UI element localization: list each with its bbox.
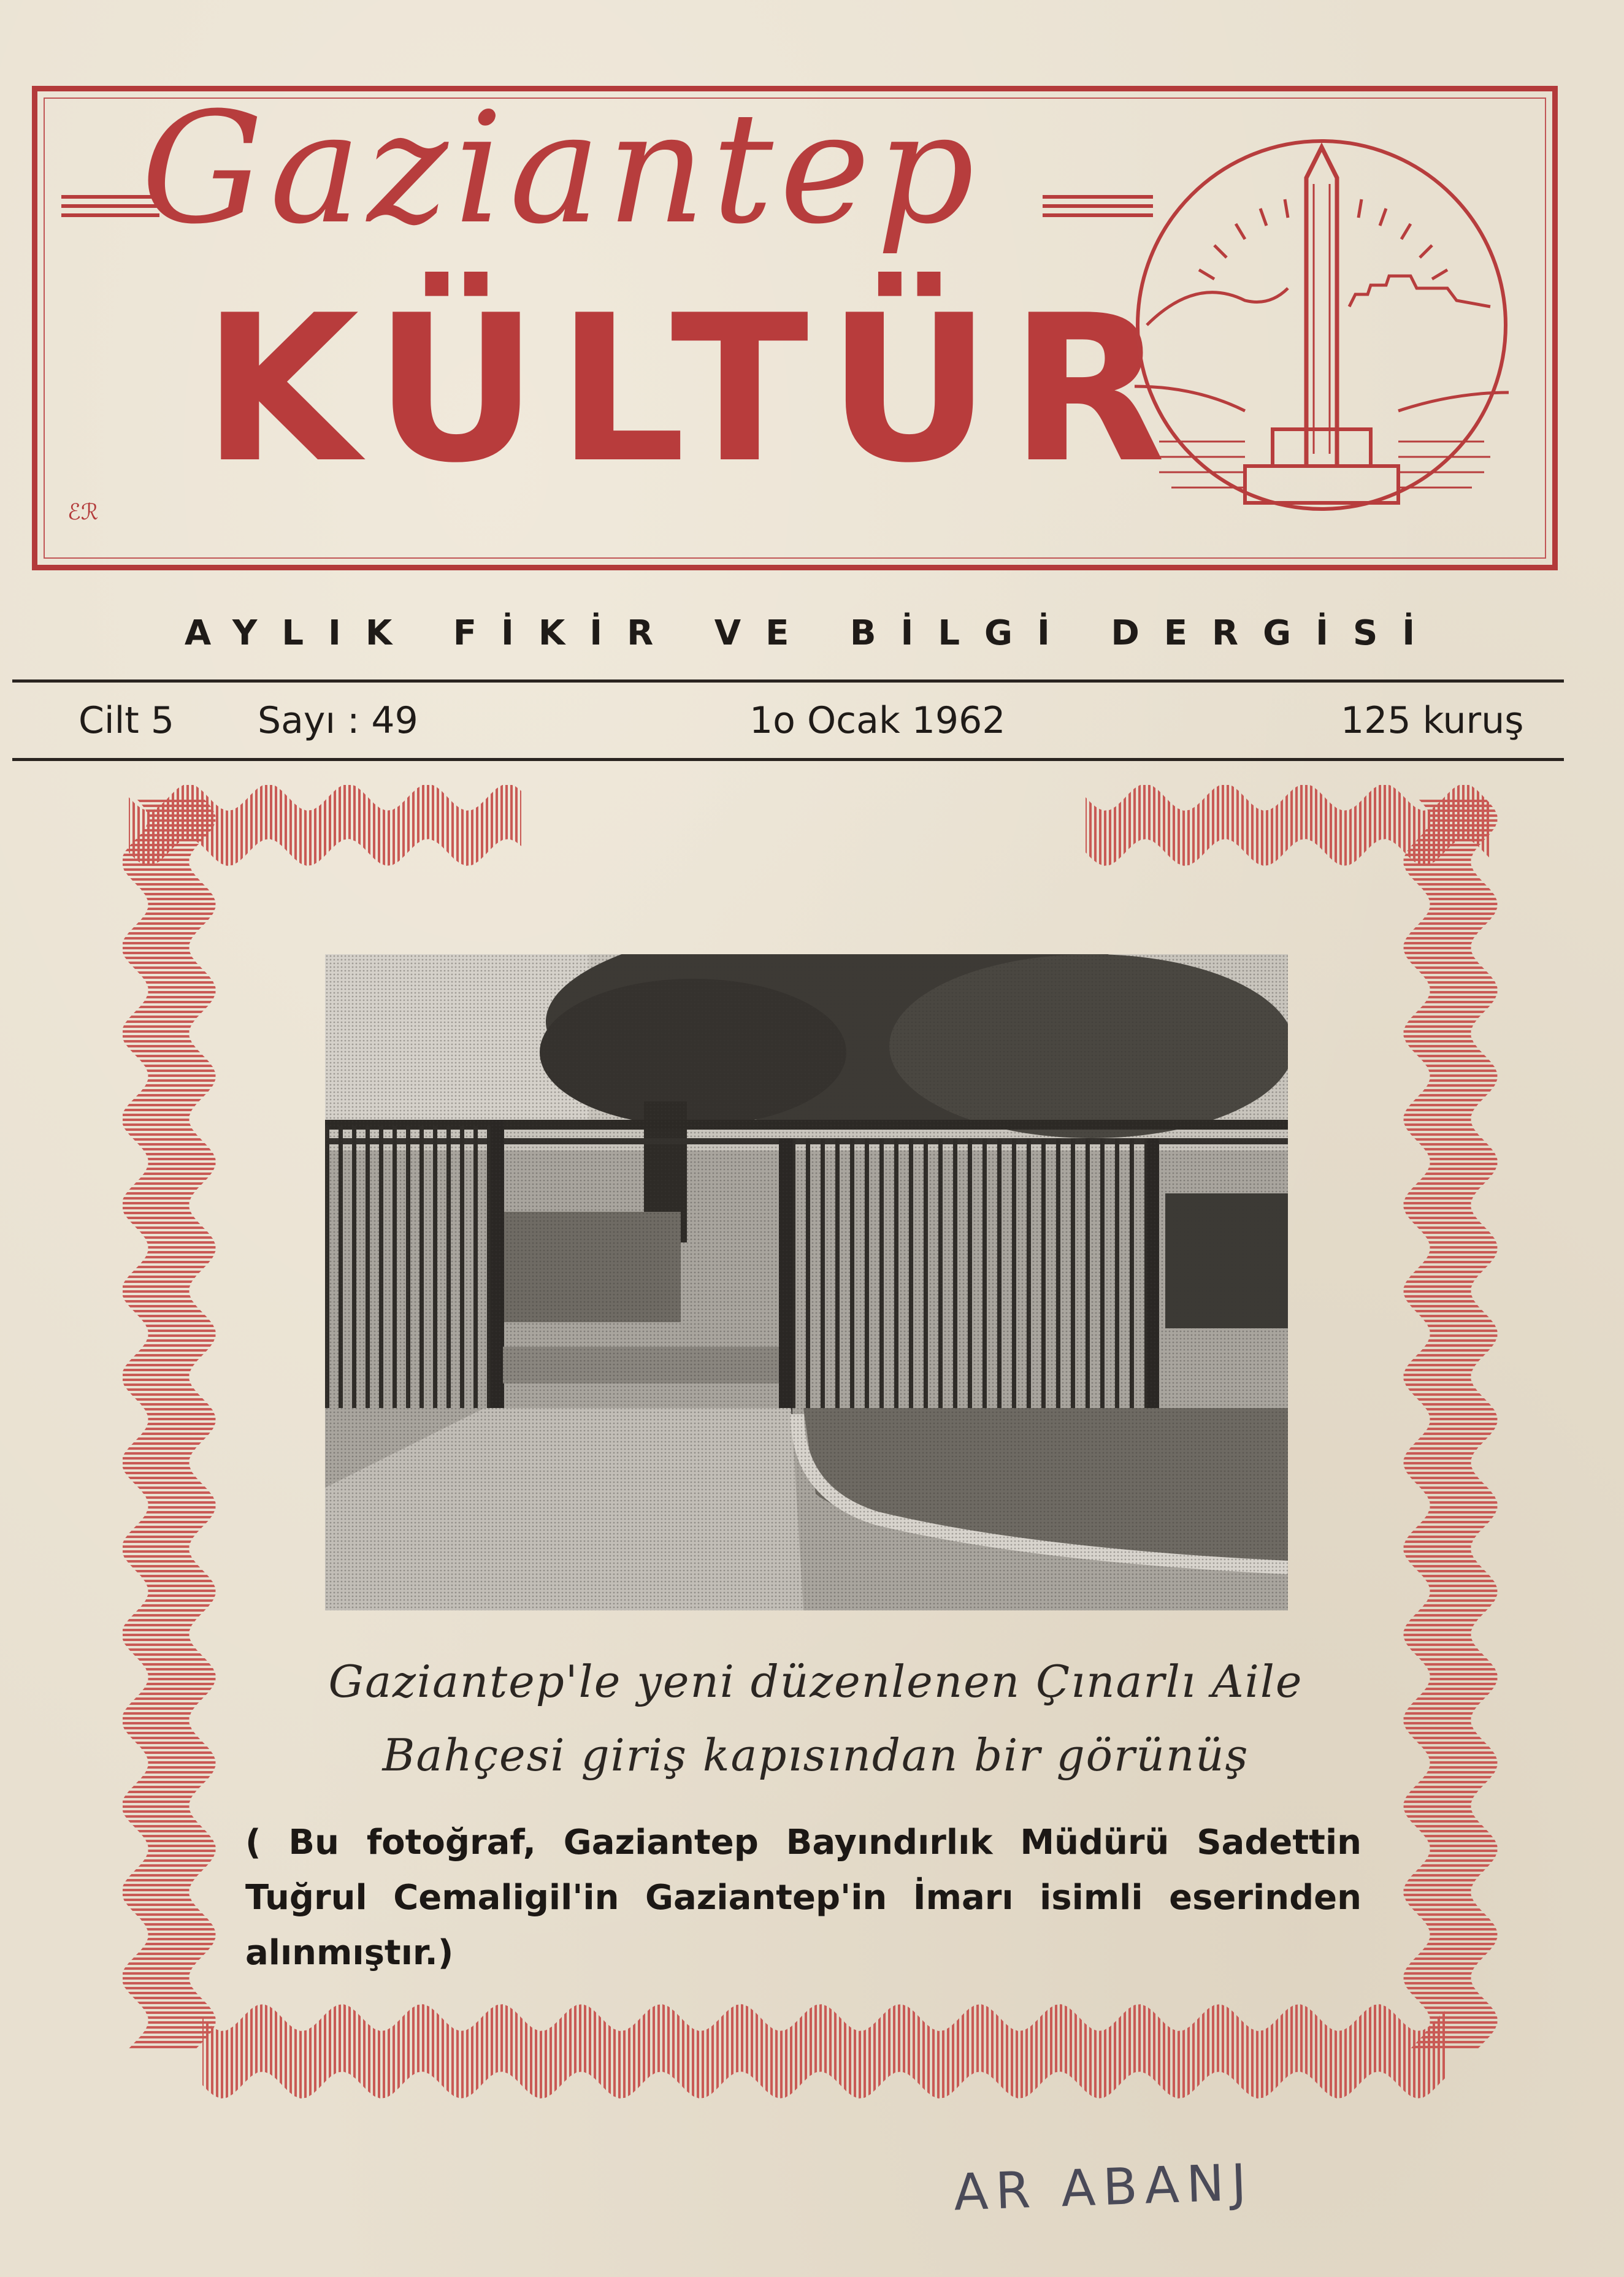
divider-top xyxy=(12,679,1564,683)
photo-credit-note: ( Bu fotoğraf, Gaziantep Bayındırlık Müdürü Sadettin Tuğrul Cemaligil'in Gaziantep'in İmarı isimli eserinden alınmıştır.) xyxy=(245,1823,1362,1973)
issue-number: Sayı : 49 xyxy=(258,699,418,742)
magazine-subtitle: AYLIK FİKİR VE BİLGİ DERGİSİ xyxy=(184,613,1440,653)
caption-line-2: Bahçesi giriş kapısından bir görünüş xyxy=(382,1729,1249,1781)
caption-line-1: Gaziantep'le yeni düzenlenen Çınarlı Aile xyxy=(328,1656,1303,1707)
divider-bottom xyxy=(12,758,1564,761)
issue-volume: Cilt 5 xyxy=(79,699,175,742)
monogram-mark: ℰℛ xyxy=(67,500,99,525)
main-title: KÜLTÜR xyxy=(202,272,1184,507)
handwritten-note: AR ABANJ xyxy=(952,2153,1255,2222)
monument-emblem-icon xyxy=(1122,123,1521,540)
issue-date: 1o Ocak 1962 xyxy=(749,699,1006,742)
script-title: Gaziantep xyxy=(141,79,981,258)
issue-price: 125 kuruş xyxy=(1341,699,1524,742)
garden-gate-photo xyxy=(325,954,1288,1610)
